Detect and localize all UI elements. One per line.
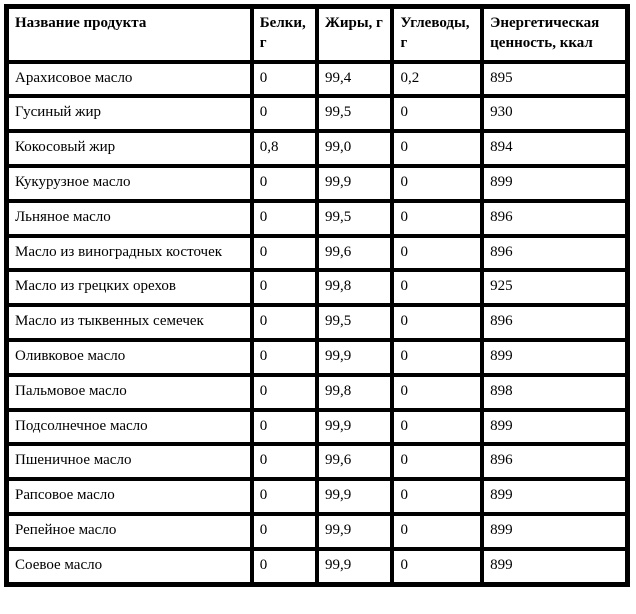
fat-cell: 99,9 — [318, 167, 391, 200]
kcal-cell: 898 — [483, 376, 626, 409]
table-body — [8, 63, 626, 583]
fat-cell: 99,8 — [318, 376, 391, 409]
kcal-cell: 899 — [483, 550, 626, 583]
protein-cell: 0 — [253, 515, 316, 548]
product-name-cell: Пальмовое масло — [8, 376, 251, 409]
carbs-cell: 0 — [393, 306, 481, 339]
table-row — [8, 97, 626, 130]
fat-cell: 99,5 — [318, 97, 391, 130]
carbs-cell: 0 — [393, 515, 481, 548]
carbs-cell: 0,2 — [393, 63, 481, 96]
table-row — [8, 271, 626, 304]
table-header — [8, 8, 626, 61]
table-row — [8, 306, 626, 339]
product-name-cell: Оливковое масло — [8, 341, 251, 374]
fat-cell: 99,5 — [318, 202, 391, 235]
carbs-cell: 0 — [393, 271, 481, 304]
table-row — [8, 63, 626, 96]
product-name-cell: Арахисовое масло — [8, 63, 251, 96]
kcal-cell: 930 — [483, 97, 626, 130]
fat-cell: 99,4 — [318, 63, 391, 96]
protein-cell: 0 — [253, 306, 316, 339]
fat-cell: 99,9 — [318, 550, 391, 583]
product-name-cell: Масло из грецких орехов — [8, 271, 251, 304]
product-name-cell: Пшеничное масло — [8, 445, 251, 478]
kcal-cell: 896 — [483, 306, 626, 339]
header-product-name: Название продукта — [8, 8, 251, 61]
product-name-cell: Кокосовый жир — [8, 132, 251, 165]
protein-cell: 0 — [253, 97, 316, 130]
kcal-cell: 896 — [483, 202, 626, 235]
protein-cell: 0 — [253, 550, 316, 583]
protein-cell: 0 — [253, 63, 316, 96]
kcal-cell: 896 — [483, 445, 626, 478]
fat-cell: 99,9 — [318, 480, 391, 513]
header-carbs: Углеводы, г — [393, 8, 481, 61]
protein-cell: 0 — [253, 411, 316, 444]
carbs-cell: 0 — [393, 132, 481, 165]
header-row — [8, 8, 626, 61]
product-name-cell: Кукурузное масло — [8, 167, 251, 200]
fat-cell: 99,6 — [318, 237, 391, 270]
kcal-cell: 899 — [483, 167, 626, 200]
protein-cell: 0,8 — [253, 132, 316, 165]
table-row — [8, 550, 626, 583]
header-fat: Жиры, г — [318, 8, 391, 61]
header-protein: Белки, г — [253, 8, 316, 61]
kcal-cell: 896 — [483, 237, 626, 270]
fat-cell: 99,9 — [318, 341, 391, 374]
table-row — [8, 341, 626, 374]
protein-cell: 0 — [253, 376, 316, 409]
protein-cell: 0 — [253, 202, 316, 235]
product-name-cell: Гусиный жир — [8, 97, 251, 130]
kcal-cell: 899 — [483, 411, 626, 444]
fat-cell: 99,6 — [318, 445, 391, 478]
fat-cell: 99,8 — [318, 271, 391, 304]
kcal-cell: 899 — [483, 341, 626, 374]
table-row — [8, 376, 626, 409]
protein-cell: 0 — [253, 271, 316, 304]
nutrition-table — [4, 4, 630, 587]
product-name-cell: Соевое масло — [8, 550, 251, 583]
carbs-cell: 0 — [393, 167, 481, 200]
carbs-cell: 0 — [393, 237, 481, 270]
carbs-cell: 0 — [393, 445, 481, 478]
product-name-cell: Льняное масло — [8, 202, 251, 235]
carbs-cell: 0 — [393, 480, 481, 513]
product-name-cell: Рапсовое масло — [8, 480, 251, 513]
fat-cell: 99,0 — [318, 132, 391, 165]
protein-cell: 0 — [253, 167, 316, 200]
product-name-cell: Подсолнечное масло — [8, 411, 251, 444]
product-name-cell: Репейное масло — [8, 515, 251, 548]
carbs-cell: 0 — [393, 411, 481, 444]
carbs-cell: 0 — [393, 376, 481, 409]
kcal-cell: 899 — [483, 480, 626, 513]
carbs-cell: 0 — [393, 341, 481, 374]
protein-cell: 0 — [253, 237, 316, 270]
table-row — [8, 480, 626, 513]
product-name-cell: Масло из виноградных косточек — [8, 237, 251, 270]
table-row — [8, 411, 626, 444]
table-row — [8, 167, 626, 200]
protein-cell: 0 — [253, 341, 316, 374]
carbs-cell: 0 — [393, 97, 481, 130]
kcal-cell: 895 — [483, 63, 626, 96]
carbs-cell: 0 — [393, 550, 481, 583]
table-row — [8, 445, 626, 478]
fat-cell: 99,5 — [318, 306, 391, 339]
table-row — [8, 237, 626, 270]
protein-cell: 0 — [253, 445, 316, 478]
kcal-cell: 894 — [483, 132, 626, 165]
kcal-cell: 899 — [483, 515, 626, 548]
fat-cell: 99,9 — [318, 515, 391, 548]
kcal-cell: 925 — [483, 271, 626, 304]
header-energy: Энергетическая ценность, ккал — [483, 8, 626, 61]
table-row — [8, 202, 626, 235]
product-name-cell: Масло из тыквенных семечек — [8, 306, 251, 339]
table-row — [8, 132, 626, 165]
table-row — [8, 515, 626, 548]
carbs-cell: 0 — [393, 202, 481, 235]
protein-cell: 0 — [253, 480, 316, 513]
fat-cell: 99,9 — [318, 411, 391, 444]
